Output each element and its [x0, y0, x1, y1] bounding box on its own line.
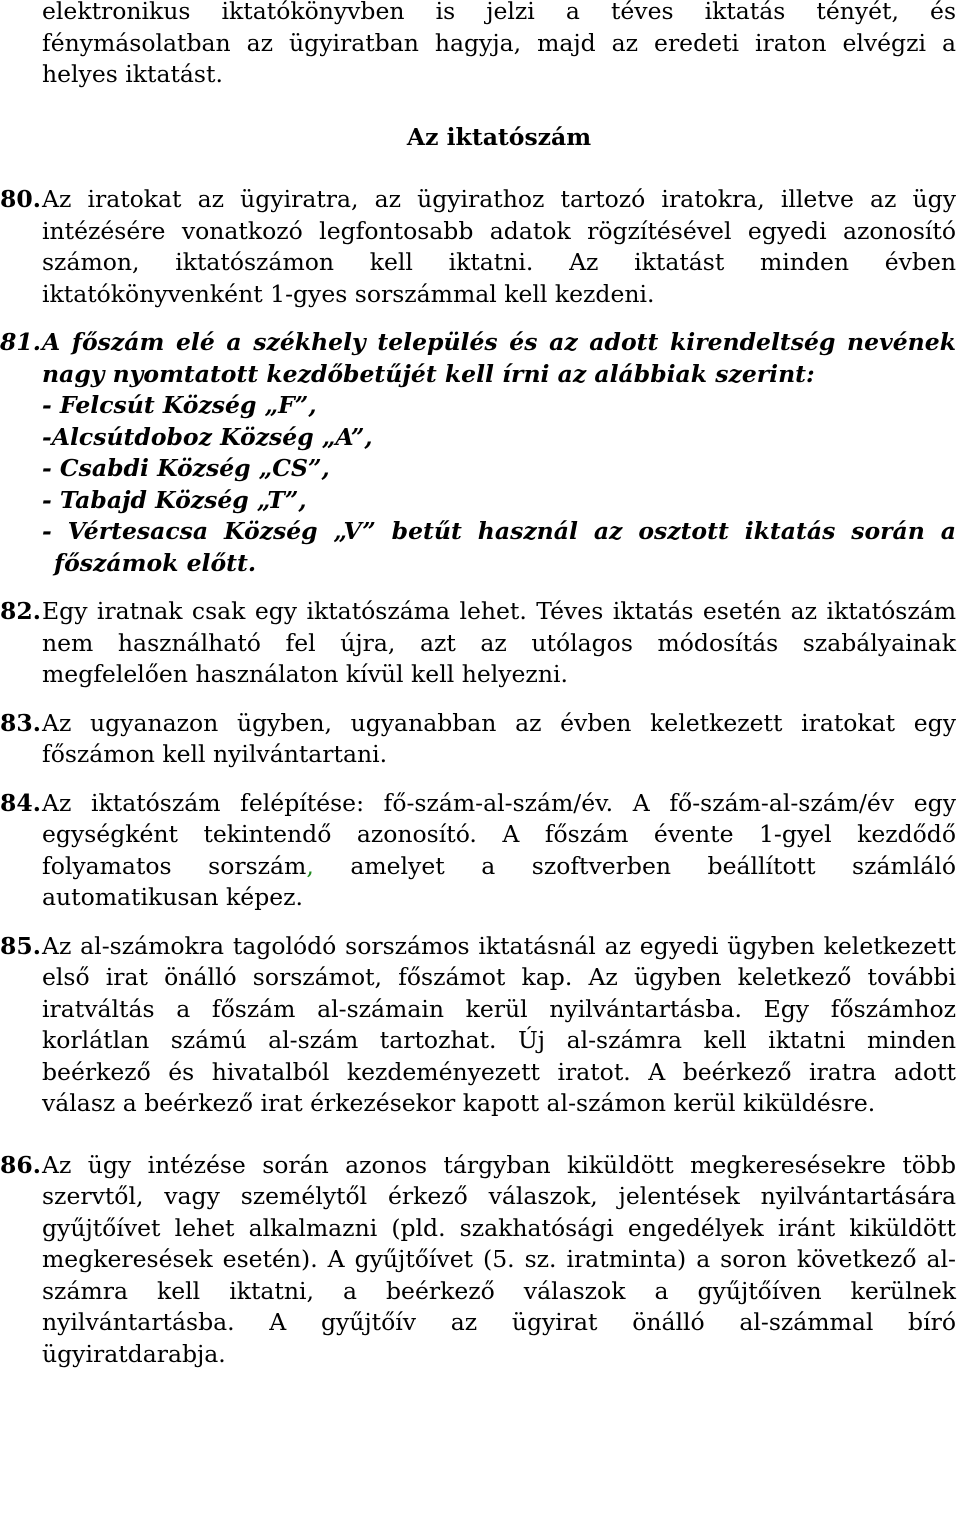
paragraph-80: 80. Az iratokat az ügyiratra, az ügyirathoz tartozó iratokra, illetve az ügy intézésére vonatkozó legfontosabb adatok rögzítésével egyedi azonosító számon, iktatószámon kell iktatni. Az iktatást minden évben iktatókönyvenként 1-gyes sorszámmal kell kezdeni. [0, 185, 956, 308]
paragraph-83: 83. Az ugyanazon ügyben, ugyanabban az évben keletkezett iratokat egy főszámon kell nyilvántartani. [0, 708, 956, 768]
paragraph-81 [0, 327, 956, 579]
paragraph-text: Az iktatószám felépítése: fő-szám-al-szám/év. A fő-szám-al-szám/év egy egységként tekintendő azonosító. A főszám évente 1-gyel kezdődő folyamatos sorszám [42, 788, 956, 880]
office-list [42, 390, 956, 579]
list-item: - Felcsút Község „F”, [42, 391, 317, 419]
section-heading: Az iktatószám [406, 122, 592, 151]
paragraph-text: Az ügy intézése során azonos tárgyban kiküldött megkeresésekre több szervtől, vagy személytől érkező válaszok, jelentések nyilvántartására gyűjtőívet lehet alkalmazni (pld. szakhatósági engedélyek iránt kiküldött megkeresések esetén). A gyűjtőívet (5. sz. iratminta) a soron következő al-számra kell iktatni, a beérkező válaszok a gyűjtőíven kerülnek nyilvántartásba. A gyűjtőív az ügyirat önálló al-számmal bíró ügyiratdarabja. [42, 1150, 956, 1368]
paragraph-text: amelyet a szoftverben beállított számláló automatikusan képez. [42, 851, 956, 911]
paragraph-82: 82. Egy iratnak csak egy iktatószáma lehet. Téves iktatás esetén az iktatószám nem használható fel újra, azt az utólagos módosítás szabályainak megfelelően használaton kívül kell helyezni. [0, 597, 956, 688]
paragraph-text: A főszám elé a székhely település és az adott kirendeltség nevének nagy nyomtatott kezdőbetűjét kell írni az alábbiak szerint: [42, 328, 956, 388]
paragraph-text: Az ugyanazon ügyben, ugyanabban az évben keletkezett iratokat egy főszámon kell nyilvántartani. [42, 708, 956, 768]
paragraph-85: 85. Az al-számokra tagolódó sorszámos iktatásnál az egyedi ügyben keletkezett első irat önálló sorszámot, főszámot kap. Az ügyben keletkező további iratváltás a főszám al-számain kerül nyilvántartásba. Egy főszámhoz korlátlan számú al-szám tartozhat. Új al-számra kell iktatni minden beérkező és hivatalból kezdeményezett iratot. A beérkező iratra adott válasz a beérkező irat érkezésekor kapott al-számon kerül kiküldésre. [0, 931, 956, 1117]
list-item: -Alcsútdoboz Község „A”, [42, 422, 373, 451]
list-item: - Vértesacsa Község „V” betűt használ az osztott iktatás során a főszámok előtt. [42, 517, 956, 577]
paragraph-number: 81. [0, 328, 41, 356]
paragraph-comma: , [306, 851, 314, 880]
intro-paragraph: elektronikus iktatókönyvben is jelzi a téves iktatás tényét, és fénymásolatban az ügyiratban hagyja, majd az eredeti iraton elvégzi a helyes iktatást. [42, 0, 956, 88]
list-item: - Tabajd Község „T”, [42, 485, 307, 514]
paragraph-text: Az al-számokra tagolódó sorszámos iktatásnál az egyedi ügyben keletkezett első irat önálló sorszámot, főszámot kap. Az ügyben keletkező további iratváltás a főszám al-számain kerül nyilvántartásba. Egy főszámhoz korlátlan számú al-szám tartozhat. Új al-számra kell iktatni minden beérkező és hivatalból kezdeményezett iratot. A beérkező iratra adott válasz a beérkező irat érkezésekor kapott al-számon kerül kiküldésre. [42, 931, 956, 1117]
paragraph-86: 86. Az ügy intézése során azonos tárgyban kiküldött megkeresésekre több szervtől, vagy személytől érkező válaszok, jelentések nyilvántartására gyűjtőívet lehet alkalmazni (pld. szakhatósági engedélyek iránt kiküldött megkeresések esetén). A gyűjtőívet (5. sz. iratminta) a soron következő al-számra kell iktatni, a beérkező válaszok a gyűjtőíven kerülnek nyilvántartásba. A gyűjtőív az ügyirat önálló al-számmal bíró ügyiratdarabja. [0, 1150, 956, 1368]
paragraph-text: Egy iratnak csak egy iktatószáma lehet. Téves iktatás esetén az iktatószám nem használható fel újra, azt az utólagos módosítás szabályainak megfelelően használaton kívül kell helyezni. [42, 597, 956, 688]
list-item: - Csabdi Község „CS”, [42, 454, 330, 482]
paragraph-84: 84. Az iktatószám felépítése: fő-szám-al-szám/év. A fő-szám-al-szám/év egy egységként tekintendő azonosító. A főszám évente 1-gyel kezdődő folyamatos sorszám, amelyet a szoftverben beállított számláló automatikusan képez. [0, 788, 956, 911]
paragraph-text: Az iratokat az ügyiratra, az ügyirathoz tartozó iratokra, illetve az ügy intézésére vonatkozó legfontosabb adatok rögzítésével egyedi azonosító számon, iktatószámon kell iktatni. Az iktatást minden évben iktatókönyvenként 1-gyes sorszámmal kell kezdeni. [42, 185, 956, 308]
